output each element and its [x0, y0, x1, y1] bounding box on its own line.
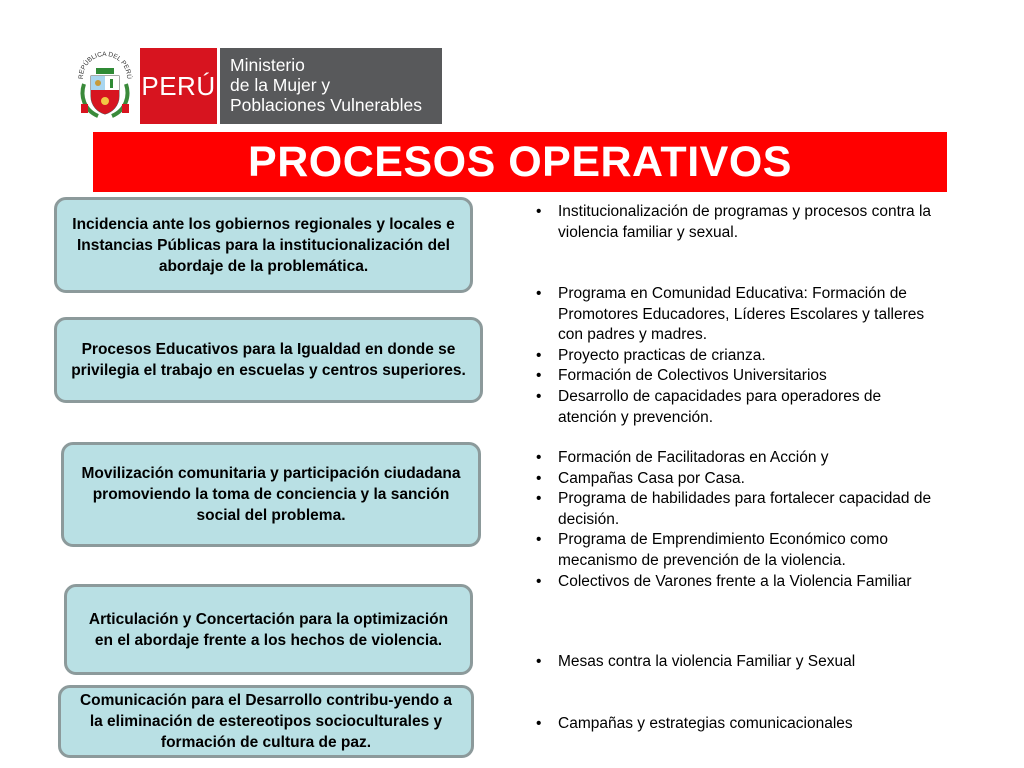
page-title: PROCESOS OPERATIVOS [248, 137, 792, 186]
ministry-line-3: Poblaciones Vulnerables [230, 95, 422, 115]
svg-text:REPÚBLICA DEL PERÚ: REPÚBLICA DEL PERÚ [77, 50, 133, 80]
peru-label: PERÚ [140, 48, 217, 124]
ministry-line-1: Ministerio [230, 55, 305, 75]
list-item: • Campañas y estrategias comunicacionales [533, 714, 943, 735]
list-item: • Proyecto practicas de crianza. [533, 346, 943, 367]
coat-of-arms-icon [76, 48, 134, 124]
list-item: • Programa de habilidades para fortalecer capacidad de decisión. [533, 489, 943, 530]
process-box-incidencia: Incidencia ante los gobiernos regionales y locales e Instancias Públicas para la institucionalización del abordaje de la problemática. [54, 197, 473, 293]
list-item: • Institucionalización de programas y procesos contra la violencia familiar y sexual. [533, 202, 943, 243]
bullet-list-incidencia [533, 202, 943, 243]
ministry-name [220, 48, 442, 124]
ministry-logo [76, 48, 442, 124]
bullet-list-articulacion [533, 652, 943, 673]
ministry-line-2: de la Mujer y [230, 75, 331, 95]
process-box-comunicacion: Comunicación para el Desarrollo contribu-yendo a la eliminación de estereotipos socioculturales y formación de cultura de paz. [58, 685, 474, 758]
process-box-educativos: Procesos Educativos para la Igualdad en donde se privilegia el trabajo en escuelas y centros superiores. [54, 317, 483, 403]
list-item: • Formación de Colectivos Universitarios [533, 366, 943, 387]
list-item: • Desarrollo de capacidades para operadores de atención y prevención. [533, 387, 943, 428]
list-item: • Programa en Comunidad Educativa: Formación de Promotores Educadores, Líderes Escolares y talleres con padres y madres. [533, 284, 943, 346]
bullet-list-comunicacion [533, 714, 943, 735]
list-item: • Campañas Casa por Casa. [533, 469, 943, 490]
list-item: • Colectivos de Varones frente a la Violencia Familiar [533, 572, 943, 593]
list-item: • Formación de Facilitadoras en Acción y [533, 448, 943, 469]
list-item: • Programa de Emprendimiento Económico como mecanismo de prevención de la violencia. [533, 530, 943, 571]
process-box-movilizacion: Movilización comunitaria y participación ciudadana promoviendo la toma de conciencia y la sanción social del problema. [61, 442, 481, 547]
title-banner [93, 132, 947, 192]
list-item: • Mesas contra la violencia Familiar y Sexual [533, 652, 943, 673]
bullet-list-movilizacion [533, 448, 943, 592]
process-box-articulacion: Articulación y Concertación para la optimización en el abordaje frente a los hechos de violencia. [64, 584, 473, 675]
bullet-list-educativos [533, 284, 943, 428]
